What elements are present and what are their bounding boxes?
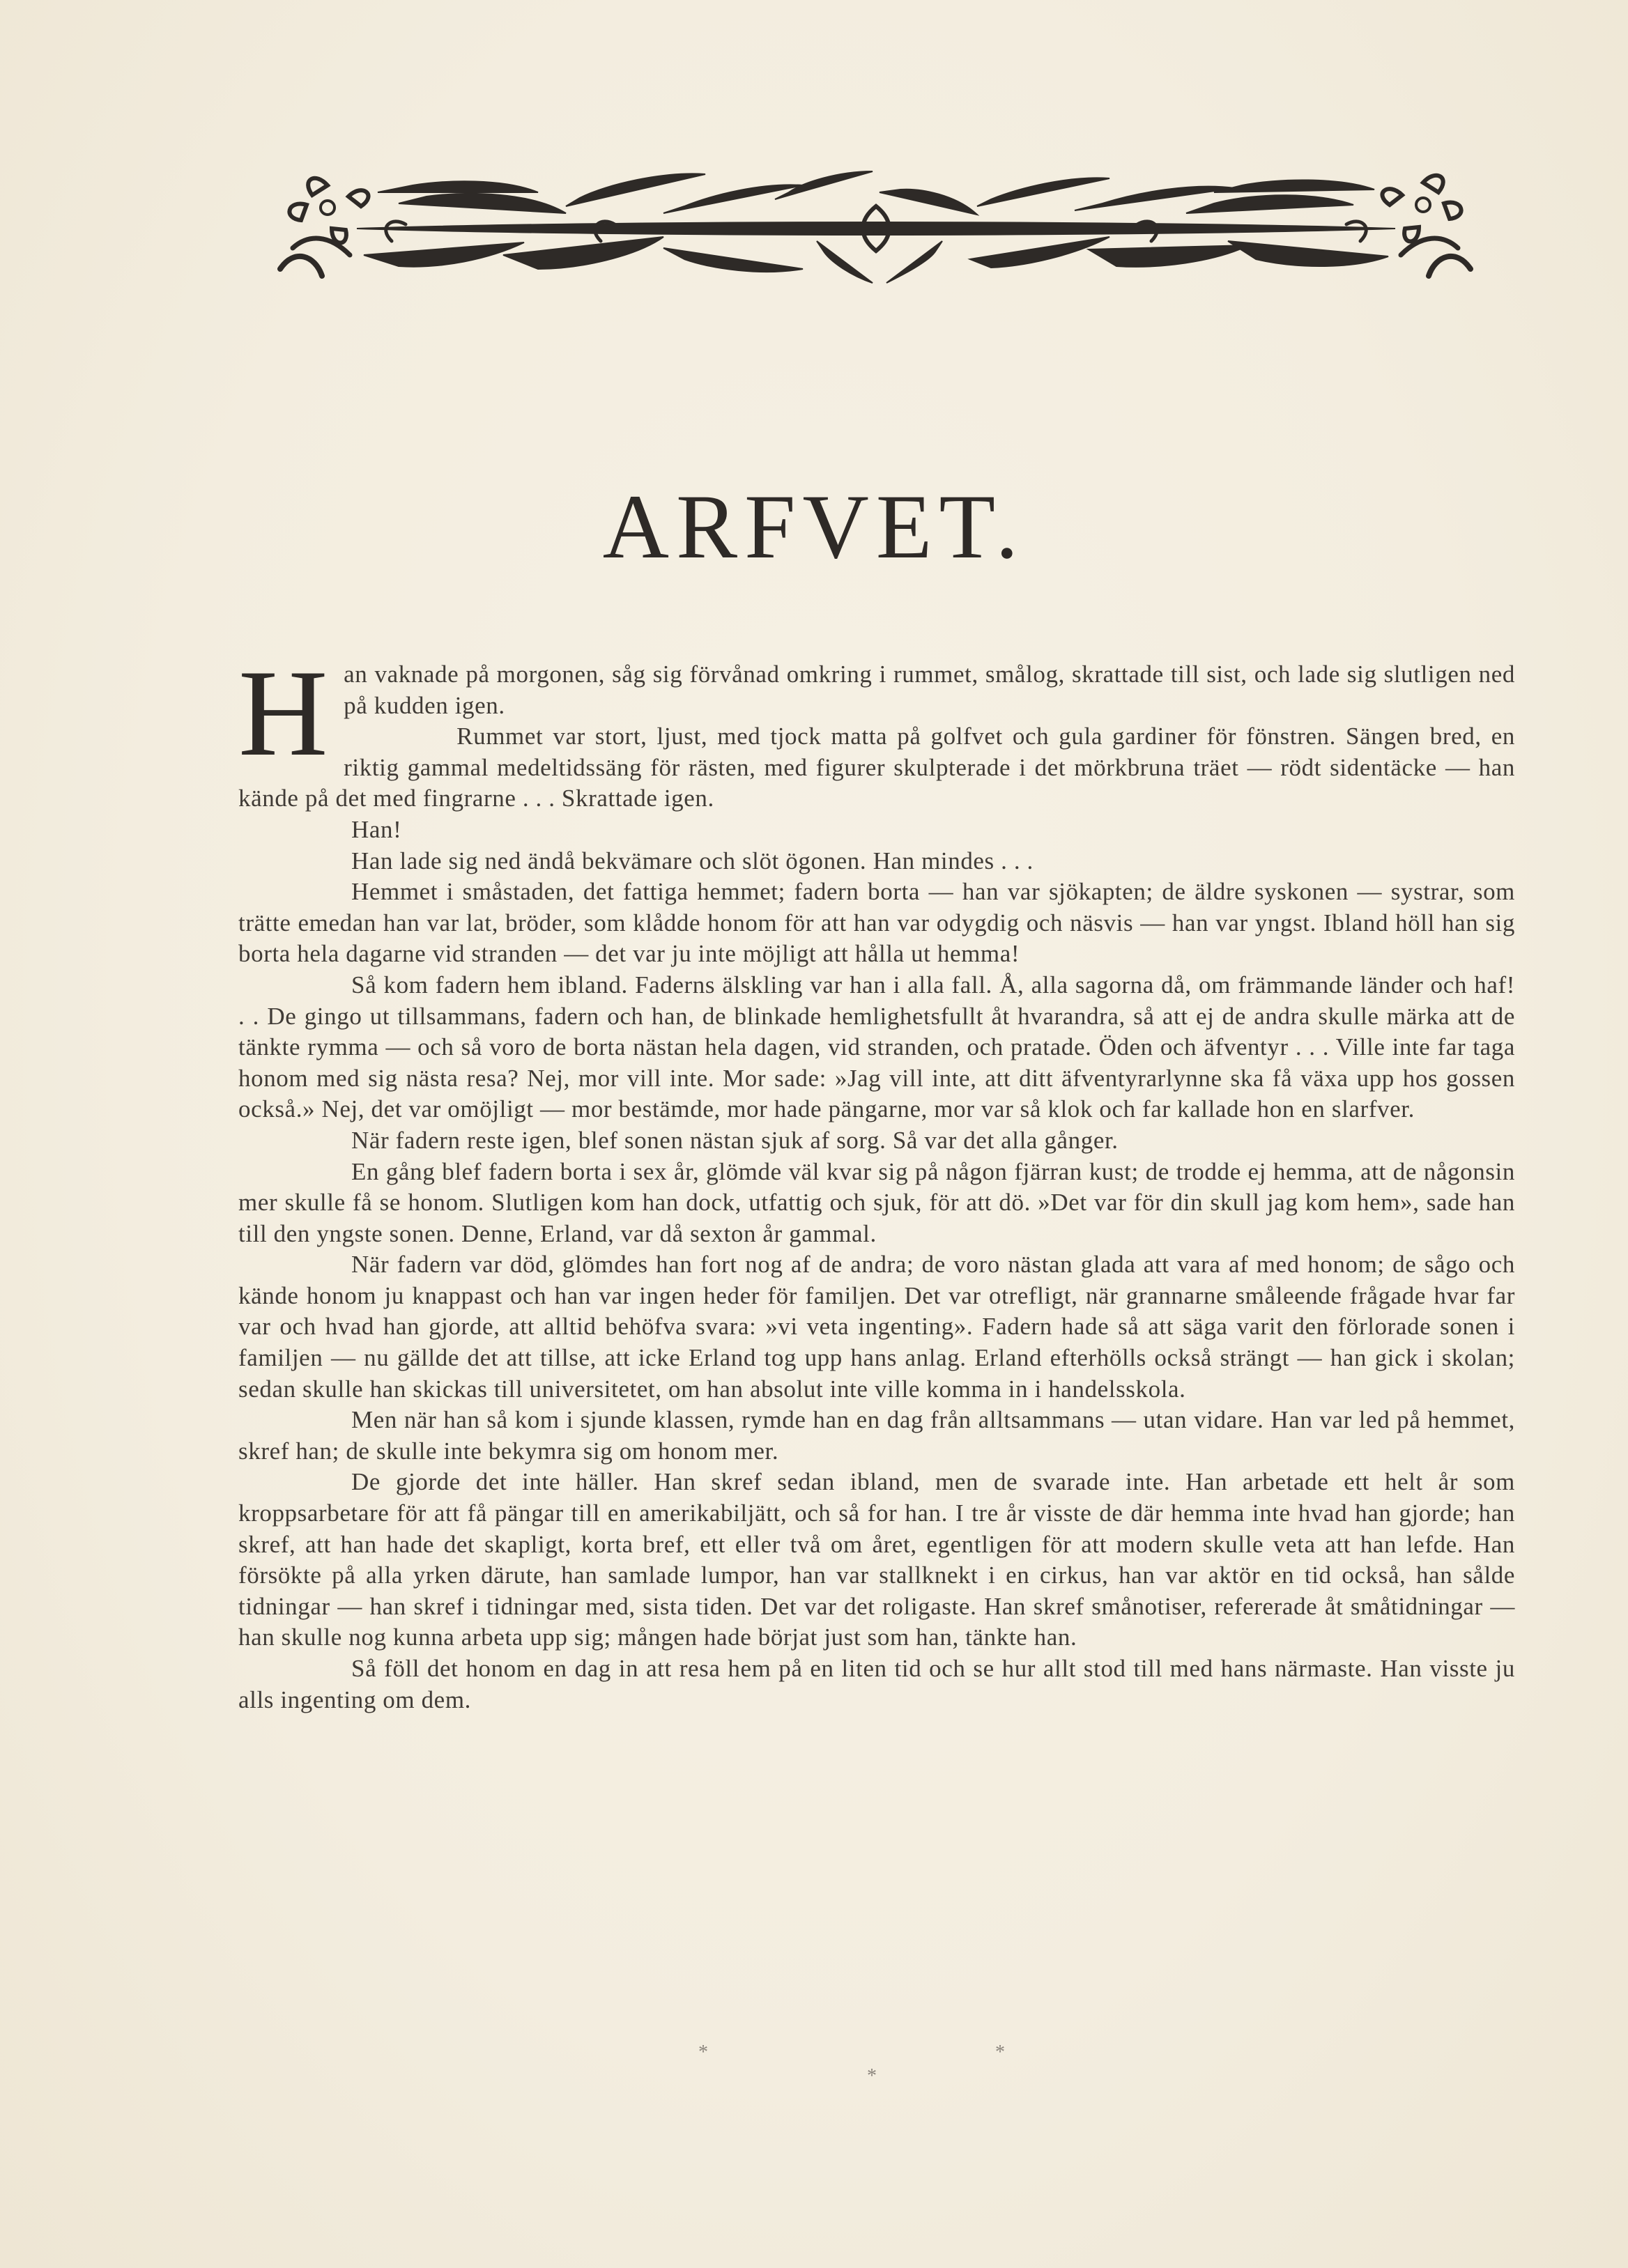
- asterisk-icon: *: [698, 2042, 708, 2063]
- chapter-text: [238, 644, 1515, 1715]
- left-flower-icon: [280, 178, 368, 276]
- paragraph: Så kom fadern hem ibland. Faderns älskling var han i alla fall. Å, alla sagorna då, om främmande länder och haf! . . De gingo ut tillsammans, fadern och han, de blinkade hemlighetsfullt åt hvarandra, så att ej de andra skulle märka att de tänkte rymma — och så voro de borta nästan hela dagen, vid stranden, och pratade. Öden och äfventyr . . . Ville inte far taga honom med sig nästa resa? Nej, mor vill inte. Mor sade: »Jag vill inte, att ditt äfventyrarlynne ska få växa upp hos gossen också.» Nej, det var omöjligt — mor bestämde, mor hade pängarne, mor var så klok och far kallade hon en slarfver.: [238, 971, 1515, 1123]
- paragraph: Han lade sig ned ändå bekvämare och slöt ögonen. Han mindes . . .: [351, 847, 1034, 874]
- floral-ornament-header: [273, 164, 1479, 290]
- drop-cap: H: [238, 644, 329, 782]
- paragraph: När fadern var död, glömdes han fort nog af de andra; de voro nästan glada att vara af med honom; de sågo och kände honom ju knappast och han var ingen heder för familjen. Det var otrefligt, när grannarne småleende frågade hvar far var och hvad han gjorde, att alltid behöfva svara: »vi veta ingenting». Fadern hade så att säga varit den förlorade sonen i familjen — nu gällde det att tillse, att icke Erland tog upp hans anlag. Erland efterhölls också strängt — han gick i skolan; sedan skulle han skickas till universitetet, om han absolut inte ville komma in i handelsskola.: [238, 1251, 1515, 1403]
- asterisk-icon: *: [995, 2042, 1005, 2063]
- paragraph: En gång blef fadern borta i sex år, glömde väl kvar sig på någon fjärran kust; de trodde ej hemma, att de någonsin mer skulle få se honom. Slutligen kom han dock, utfattig och sjuk, för att dö. »Det var för din skull jag kom hem», sade han till den yngste sonen. Denne, Erland, var då sexton år gammal.: [238, 1157, 1515, 1247]
- paragraph: De gjorde det inte häller. Han skref sedan ibland, men de svarade inte. Han arbetade ett helt år som kroppsarbetare för att få pängar till en amerikabiljätt, och så for han. I tre år visste de där hemma inte hvad han gjorde; han skref, att han hade det skapligt, korta bref, ett eller två om året, egentligen för att modern skulle veta att han lefde. Han försökte på alla yrken därute, han samlade lumpor, han var stallknekt i en cirkus, han var aktör en tid också, han sålde tidningar — han skref i tidningar med, sista tiden. Det var det roligaste. Han skref smånotiser, refererade åt småtidningar — han skulle nog kunna arbeta upp sig; mången hade börjat just som han, tänkte han.: [238, 1468, 1515, 1651]
- paragraph: Hemmet i småstaden, det fattiga hemmet; fadern borta — han var sjökapten; de äldre syskonen — systrar, som trätte emedan han var lat, bröder, som klådde honom för att han var odygdig och näsvis — han var yngst. Ibland höll han sig borta hela dagarne vid stranden — det var ju inte möjligt att hålla ut hemma!: [238, 878, 1515, 968]
- section-break: [0, 2042, 1628, 2097]
- paragraph: Rummet var stort, ljust, med tjock matta på golfvet och gula gardiner för fönstren. Sängen bred, en riktig gammal medeltidssäng för rästen, med figurer skulpterade i det mörkbruna träet — rödt sidentäcke — han kände på det med fingrarne . . . Skrattade igen.: [238, 723, 1515, 812]
- right-flower-icon: [1383, 176, 1470, 276]
- chapter-title: ARFVET.: [602, 475, 1026, 578]
- asterisk-icon: *: [867, 2065, 877, 2087]
- paragraph-text: an vaknade på morgonen, såg sig förvånad omkring i rummet, smålog, skrattade till sist, och lade sig slutligen ned på kudden igen.: [344, 661, 1515, 719]
- paragraph: Så föll det honom en dag in att resa hem på en liten tid och se hur allt stod till med hans närmaste. Han visste ju alls ingenting om dem.: [238, 1655, 1515, 1713]
- paragraph: När fadern reste igen, blef sonen nästan sjuk af sorg. Så var det alla gånger.: [351, 1126, 1119, 1154]
- paragraph: Han!: [351, 815, 402, 843]
- paragraph: Men när han så kom i sjunde klassen, rymde han en dag från alltsammans — utan vidare. Han var led på hemmet, skref han; de skulle inte bekymra sig om honom mer.: [238, 1406, 1515, 1465]
